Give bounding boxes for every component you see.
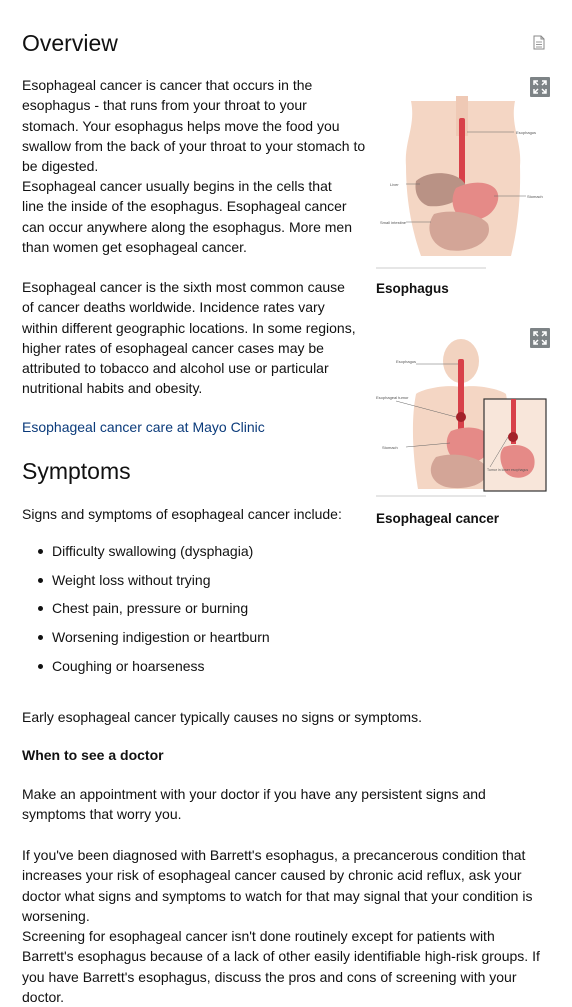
mayo-clinic-care-link[interactable]: Esophageal cancer care at Mayo Clinic bbox=[22, 419, 265, 435]
label-tumor-lower-esophagus: Tumor in lower esophagus bbox=[487, 468, 529, 472]
label-esophagus: Esophagus bbox=[516, 130, 537, 135]
list-item: Weight loss without trying bbox=[22, 570, 270, 599]
doctor-paragraph-1: Make an appointment with your doctor if you have any persistent signs and symptoms that worry you. bbox=[22, 786, 486, 823]
symptoms-heading: Symptoms bbox=[22, 458, 131, 484]
label-stomach: Stomach bbox=[382, 445, 398, 450]
early-symptoms-text: Early esophageal cancer typically causes no signs or symptoms. bbox=[22, 709, 422, 725]
figure-caption: Esophagus bbox=[376, 281, 449, 296]
list-item: Difficulty swallowing (dysphagia) bbox=[22, 541, 270, 570]
esophagus-illustration[interactable] bbox=[376, 96, 548, 271]
symptoms-intro: Signs and symptoms of esophageal cancer include: bbox=[22, 506, 342, 522]
esophageal-cancer-illustration[interactable] bbox=[376, 339, 548, 499]
document-icon[interactable] bbox=[533, 35, 545, 50]
label-small-intestine: Small intestine bbox=[380, 220, 407, 225]
doctor-paragraph-2: If you've been diagnosed with Barrett's esophagus, a precancerous condition that increases your risk of esophageal cancer caused by chronic acid reflux, ask your doctor what signs and symptoms to watch for that may signal that your condition is worsening. bbox=[22, 847, 533, 924]
overview-heading: Overview bbox=[22, 30, 118, 56]
overview-paragraph-2: Esophageal cancer usually begins in the cells that line the inside of the esophagus. Esophageal cancer can occur anywhere along the esophagus. More men than women get esophageal cancer. bbox=[22, 178, 352, 255]
overview-paragraph-1: Esophageal cancer is cancer that occurs in the esophagus - that runs from your throat to your stomach. Your esophagus helps move the food you swallow from the back of your throat to your stomach to be digested. bbox=[22, 77, 366, 175]
list-item: Coughing or hoarseness bbox=[22, 656, 270, 685]
list-item: Chest pain, pressure or burning bbox=[22, 598, 270, 627]
doctor-paragraph-3: Screening for esophageal cancer isn't done routinely except for patients with Barrett's esophagus because of a lack of other easily identifiable high-risk groups. If you have Barrett's esophagus, discuss the pros and cons of screening with your doctor. bbox=[22, 928, 540, 1005]
label-esophageal-tumor: Esophageal tumor bbox=[376, 395, 409, 400]
label-esophagus: Esophagus bbox=[396, 359, 417, 364]
when-to-see-doctor-heading: When to see a doctor bbox=[22, 747, 164, 763]
figure-caption: Esophageal cancer bbox=[376, 511, 500, 526]
label-liver: Liver bbox=[390, 182, 399, 187]
esophageal-cancer-figure bbox=[376, 327, 548, 532]
expand-icon bbox=[530, 77, 550, 97]
symptoms-list bbox=[22, 541, 270, 684]
esophagus-figure bbox=[376, 76, 548, 301]
label-stomach: Stomach bbox=[527, 194, 543, 199]
overview-paragraph-3: Esophageal cancer is the sixth most common cause of cancer deaths worldwide. Incidence rates vary within different geographic locations. In some regions, higher rates of esophageal cancer cases may be attributed to tobacco and alcohol use or particular nutritional habits and obesity. bbox=[22, 279, 356, 397]
expand-image-button[interactable] bbox=[530, 77, 550, 97]
list-item: Worsening indigestion or heartburn bbox=[22, 627, 270, 656]
